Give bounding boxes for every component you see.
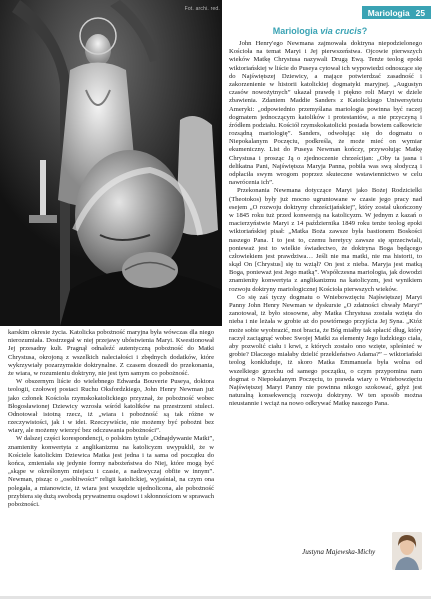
paragraph: W obszernym liście do wielebnego Edwarda Bouverie Puseya, doktora teologii, czołowej postaci Ruchu Oksfordzkiego, John Henry Newman już jako członek Kościoła rzymskokatolickiego przyznał, że pobożność wobec Błogosławionej Dziewicy wzrosła wśród katolików na przestrzeni stuleci. Odnotował istotną rzecz, iż „wiara i pobożność są tak różne w rzeczywistości, jak i w idei. Rzeczywiście, nie możemy być pobożni bez wiary, ale możemy wierzyć bez odczuwania pobożności”. [8, 378, 214, 435]
section-label: Mariologia [367, 7, 410, 18]
paragraph: karskim okresie życia. Katolicka pobożność maryjna była wówczas dla niego nierozumiała. Dostrzegał w niej przejawy ubóstwienia Maryi. Kwestionował Jej przesadny kult. Pragnął odnaleźć autentyczną pobożność do Matki Chrystusa, okrojoną z wszelkich naleciałości i zbędnych dodatków, które wykrzywiały pozarzymskie doktrynalne. Z czasem doszedł do przekonania, że wiara, w rozumieniu doktryny, nie jest tym samym co pobożność. [8, 329, 214, 377]
page-number: 25 [415, 7, 425, 18]
paragraph: Przekonania Newmana dotyczące Maryi jako Bożej Rodzicielki (Theotokos) były już mocno ugruntowane w czasie jego pracy nad esejem „O rozwoju doktryny chrześcijańskiej”, który został ukończony w 1845 roku tuż przed konwersją na katolicyzm. W jednym z kazań o macierzyństwie Maryi z 14 października 1849 roku tenże teolog epoki wiktoriańskiej pisał: „Matka Boża zawsze była bastionem Boskości naszego Pana. I to jest to, czemu heretycy zawsze się sprzeciwiali, ponieważ jest to wielkie świadectwo, że doktryna Boga będącego człowiekiem jest prawdziwa… Jeśli nie ma matki, nie ma historii, to skąd On [Chrystus] się tu wziął? On jest z nieba. Maryja jest matką Boga, ponieważ jest Jego matką”. Współczesna mariologia, jak dowodzi znamienity konwertyta z anglikanizmu na katolicyzm, jest wynikiem rozwoju doktryny mariologicznej Kościoła pierwszych wieków. [229, 187, 422, 293]
author-signature: Justyna Majewska-Michy [302, 548, 376, 556]
photo-credit: Fot. archi. red. [184, 6, 220, 12]
title-end: ? [361, 26, 368, 36]
left-column [8, 329, 214, 509]
title-plain: Mariologia [272, 26, 321, 36]
section-header [362, 6, 431, 19]
paragraph: Co się zaś tyczy dogmatu o Wniebowzięciu Najświętszej Maryi Panny John Henry Newman w dyskursie „O zdatności chwały Maryi” zanotował, iż było stosowne, aby Matka Chrystusa została wzięta do nieba i nie leżała w grobie aż do powtórnego przyjścia Jej Syna. „Któż może sobie wyobrazić, moi bracia, że Bóg miałby tak spłacić dług, który raczył zaciągnąć wobec Swojej Matki za elementy Jego ludzkiego ciała, aby pozwolić ciału i krwi, z których zostało ono wzięte, spleśnieć w grobie? Dlaczego miałaby dzielić przekleństwo Adama?” – wiktoriański teolog konkluduje, iż skoro Matka Emmanuela była wolna od wszelkiego grzechu od samego początku, o czym przypomina nam dogmat o Niepokalanym Poczęciu, to prawda wiary o Wniebowzięciu Najświętszej Maryi Panny nie powinna nikogo szokować, gdyż jest naturalną konsekwencją rozwoju doktryny. W ten sposób można nieustannie i wciąż na nowo odkrywać Matkę naszego Pana. [229, 293, 422, 408]
article-title [222, 26, 418, 36]
article-photo [0, 0, 222, 326]
paragraph: W dalszej części korespondencji, o polskim tytule „Odnajdywanie Matki”, znamienity konwertyta z anglikanizmu na katolicyzm uwypuklił, że w Kościele katolickim Dziewica Matka jest jedna i ta sama od początku do końca, zmieniała się jedynie formy nabożeństwa do Niej, które mogą być „skąpe w określonym miejscu i czasie, a nadzwyczaj obfite w innym”. Newman, pisząc o „osobliwości” religii katolickiej, wyjaśniał, na czym ona polegała, a mianowicie, iż wiara jest wszędzie ujednolicona, ale pobożność przybiera się dużą swobodą prywatnemu osądowi i skłonnościom w sprawach pobożności. [8, 435, 215, 508]
photo-illustration [0, 0, 222, 326]
author-portrait [392, 532, 422, 570]
paragraph: John Henry'ego Newmana zajmowała doktryna niepodzielonego Kościoła na temat Maryi i Jej pierwszeństwa. Ojcowie pierwszych wieków Matkę Chrystusa nazywali Drugą Ewą. Tenże teolog epoki wiktoriańskiej w liście do Puseya cytował ich wypowiedzi odnoszące się do Najświętszej Dziewicy, a mające potwierdzać zasadność i zakorzenienie w historii katolickiej dogmatyki maryjnej. „Augustyn czasów nowożytnych” ukazał prawdę i piękno roli Maryi w dziele zbawienia. Zdaniem Maddie Sanders z Katolickiego Uniwersytetu Ameryki: „odpowiednio przemyślana mariologia powinna być raczej dogmatem jednoczącym katolików i protestantów, a nie przyczyną i źródłem podziału. Kościół rzymskokatolicki posiada bowiem całkowicie rozsądną mariologię”. Sanders, odwołując się do dogmatu o Niepokalanym Poczęciu, podkreśla, że może mieć on wymiar ekumeniczny. List do Puseya Newman kończy, przywołując Matkę Chrystusa i prosząc Ją o zjednoczenie chrześcijan: „Oby ta jasna i delikatna Pani, Najświętsza Maryja Panna, pobiła was swą słodyczą i odpłaciła swym wrogom poprzez skuteczne wstawiennictwo w celu nawrócenia ich”. [229, 40, 422, 187]
author-photo [392, 532, 422, 570]
right-column [229, 40, 422, 408]
title-italic: via crucis [320, 26, 362, 36]
